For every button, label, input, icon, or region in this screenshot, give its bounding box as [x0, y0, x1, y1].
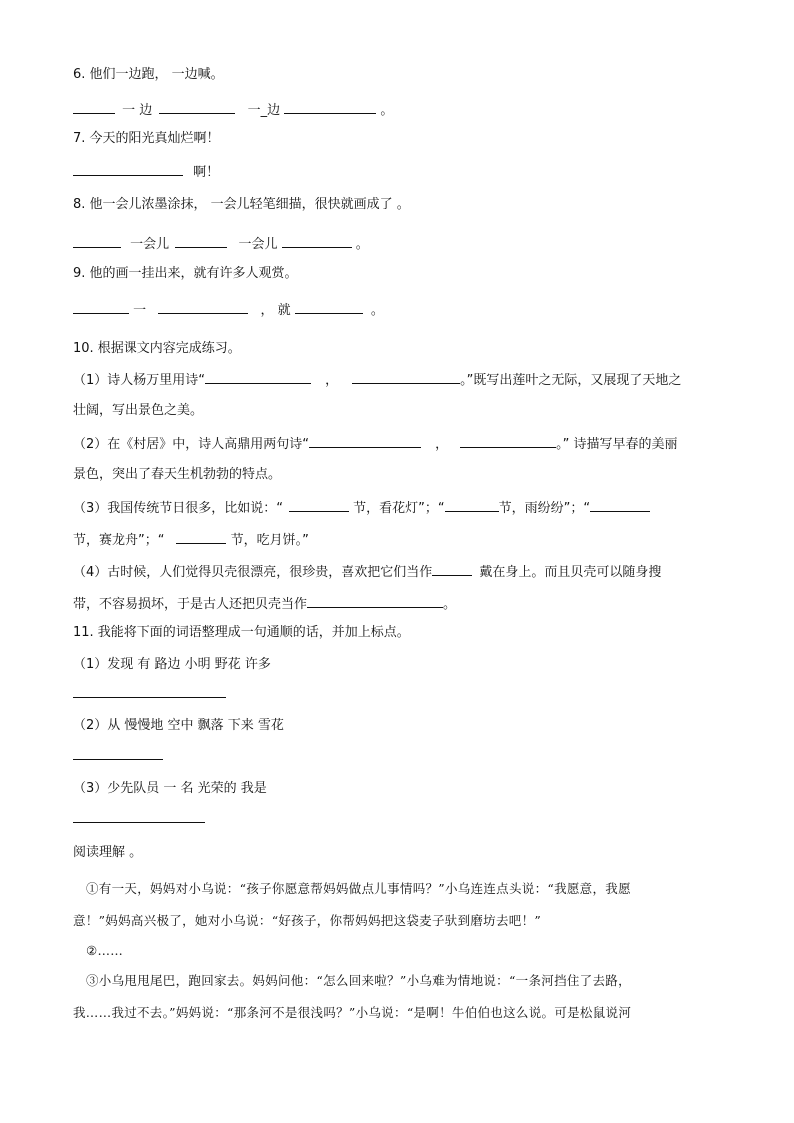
- q6-blank-2[interactable]: [159, 100, 235, 114]
- q10-sub1-line1: [73, 370, 681, 390]
- reading-para1-line2: 意！”妈妈高兴极了，她对小乌说：“好孩子，你帮妈妈把这袋麦子驮到磨坊去吧！”: [73, 913, 542, 928]
- q9-blank-2[interactable]: [158, 300, 248, 314]
- q9-blank-1[interactable]: [73, 300, 129, 314]
- q8-blank-3[interactable]: [282, 234, 352, 248]
- q10-s3-text-e: 节，吃月饼。”: [230, 533, 309, 548]
- q8-part-1: 一会儿: [130, 237, 170, 252]
- q7-blank[interactable]: [73, 162, 183, 176]
- q11-words-2: （2）从 慢慢地 空中 飘落 下来 雪花: [73, 718, 284, 733]
- reading-para3-line2: 我……我过不去。”妈妈说：“那条河不是很浅吗？”小乌说：“是啊！牛伯伯也这么说。可是松鼠说河: [73, 1005, 632, 1020]
- q6-part-2: 一_边: [247, 103, 281, 118]
- q11-answer-line-1[interactable]: [73, 697, 226, 698]
- q10-s3-text-b: 节，看花灯”；“: [353, 501, 445, 516]
- q9-end: 。: [370, 303, 384, 318]
- q10-s3-text-c: 节，雨纷纷”；“: [498, 501, 591, 516]
- q11-question: 11. 我能将下面的词语整理成一句通顺的话，并加上标点。: [73, 625, 410, 640]
- q8-answer-line: [73, 234, 369, 254]
- reading-para2: ②……: [86, 943, 124, 958]
- q10-s3-blank-1[interactable]: [289, 498, 349, 512]
- reading-para3-line1: ③小乌甩甩尾巴，跑回家去。妈妈问他：“怎么回来啦？”小乌难为情地说：“一条河挡住了去路，: [86, 973, 631, 988]
- q8-end: 。: [355, 237, 369, 252]
- q7-answer-line: [73, 162, 219, 182]
- q10-s1-blank-1[interactable]: [205, 370, 311, 384]
- q9-part-2: ， 就: [260, 303, 291, 318]
- q9-answer-line: [73, 300, 384, 320]
- q11-answer-line-3[interactable]: [73, 822, 205, 823]
- q10-sub3-line1: [73, 498, 650, 518]
- q6-question: 6. 他们一边跑， 一边喊。: [73, 67, 224, 82]
- q10-s4-blank-1[interactable]: [432, 562, 472, 576]
- q10-s1-text-a: （1）诗人杨万里用诗“: [73, 373, 206, 388]
- q10-s1-blank-2[interactable]: [352, 370, 460, 384]
- q6-answer-line: [73, 100, 393, 120]
- q8-blank-1[interactable]: [73, 234, 121, 248]
- q10-s1-text-c: 。”既写出莲叶之无际，又展现了天地之: [460, 373, 682, 388]
- q11-words-1: （1）发现 有 路边 小明 野花 许多: [73, 657, 271, 672]
- q10-s2-text-a: （2）在《村居》中，诗人高鼎用两句诗“: [73, 437, 310, 452]
- q10-question: 10. 根据课文内容完成练习。: [73, 341, 241, 356]
- q7-end: 啊！: [193, 165, 220, 180]
- q8-part-2: 一会儿: [238, 237, 278, 252]
- q6-blank-3[interactable]: [284, 100, 376, 114]
- q10-s4-blank-2[interactable]: [307, 594, 443, 608]
- q10-sub4-line2: [73, 594, 456, 614]
- q10-s3-text-a: （3）我国传统节日很多，比如说：“: [73, 501, 284, 516]
- q8-question: 8. 他一会儿浓墨涂抹， 一会儿轻笔细描，很快就画成了 。: [73, 197, 410, 212]
- q10-sub4-line1: [73, 562, 661, 582]
- q8-blank-2[interactable]: [175, 234, 227, 248]
- q10-s3-text-d: 节，赛龙舟”；“: [73, 533, 165, 548]
- q9-question: 9. 他的画一挂出来，就有许多人观赏。: [73, 266, 298, 281]
- q10-s1-text-b: ，: [325, 373, 339, 388]
- q10-s4-text-d: 。: [443, 597, 457, 612]
- q10-s3-blank-4[interactable]: [176, 530, 226, 544]
- q10-s2-line2: 景色，突出了春天生机勃勃的特点。: [73, 467, 282, 482]
- q9-part-1: 一: [133, 303, 147, 318]
- q10-s1-line2: 壮阔，写出景色之美。: [73, 403, 204, 418]
- reading-heading: 阅读理解 。: [73, 845, 143, 860]
- q10-s4-text-a: （4）古时候，人们觉得贝壳很漂亮，很珍贵，喜欢把它们当作: [73, 565, 433, 580]
- q10-s2-text-c: 。” 诗描写早春的美丽: [556, 437, 678, 452]
- q10-s4-text-b: 戴在身上。而且贝壳可以随身搜: [479, 565, 662, 580]
- q10-s4-text-c: 带，不容易损坏，于是古人还把贝壳当作: [73, 597, 308, 612]
- q10-s3-blank-2[interactable]: [445, 498, 499, 512]
- q10-s2-text-b: ，: [435, 437, 449, 452]
- q11-words-3: （3）少先队员 一 名 光荣的 我是: [73, 781, 267, 796]
- q10-s2-blank-1[interactable]: [309, 434, 421, 448]
- q10-s3-blank-3[interactable]: [590, 498, 650, 512]
- q11-answer-line-2[interactable]: [73, 759, 163, 760]
- q10-s2-blank-2[interactable]: [460, 434, 556, 448]
- q6-end: 。: [380, 103, 394, 118]
- q6-part-1: 一 边: [122, 103, 153, 118]
- q6-blank-1[interactable]: [73, 100, 115, 114]
- q9-blank-3[interactable]: [295, 300, 363, 314]
- q7-question: 7. 今天的阳光真灿烂啊！: [73, 131, 220, 146]
- reading-para1-line1: ①有一天，妈妈对小乌说：“孩子你愿意帮妈妈做点儿事情吗？”小乌连连点头说：“我愿意，我愿: [86, 881, 631, 896]
- q10-sub2-line1: [73, 434, 678, 454]
- q10-sub3-line2: [73, 530, 309, 550]
